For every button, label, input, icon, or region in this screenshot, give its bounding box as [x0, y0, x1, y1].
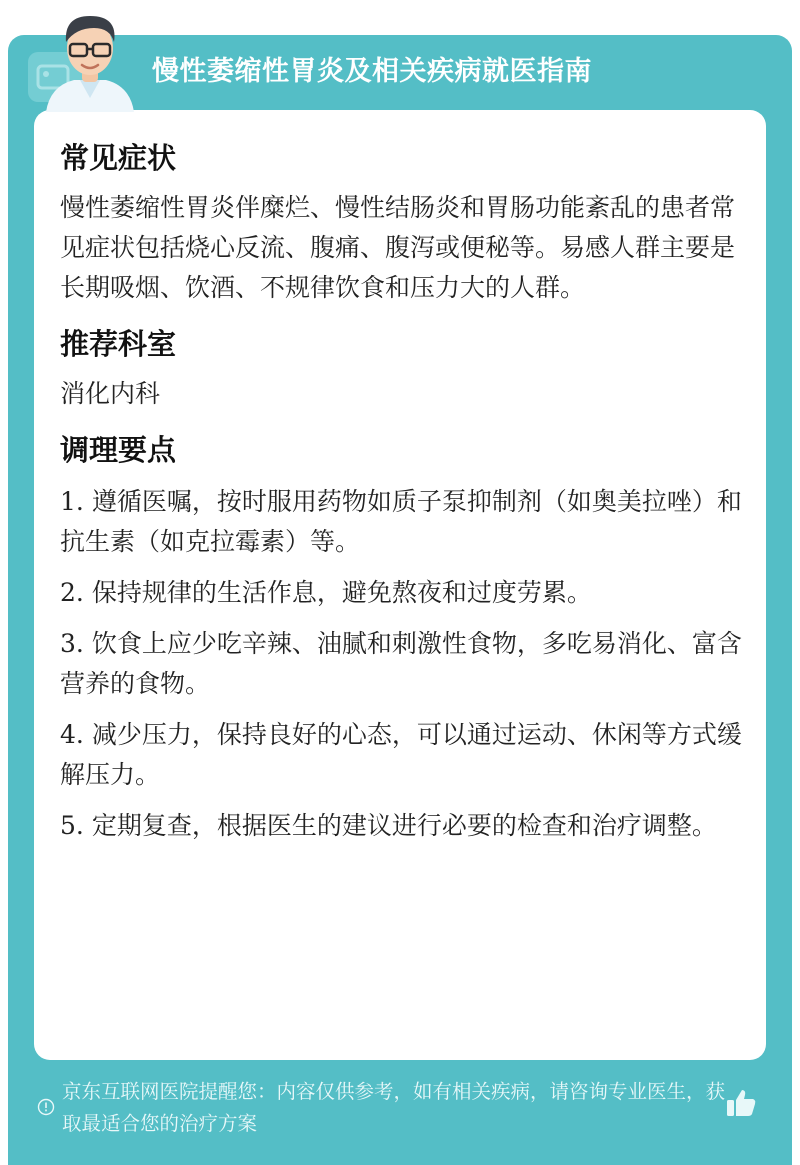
doctor-avatar-icon: [40, 8, 140, 112]
page-title: 慢性萎缩性胃炎及相关疾病就医指南: [152, 56, 592, 87]
item-number: 1.: [60, 487, 84, 516]
list-item: [60, 624, 750, 704]
list-item: [60, 573, 750, 613]
thumbs-up-icon[interactable]: [724, 1086, 758, 1120]
symptoms-text: 慢性萎缩性胃炎伴糜烂、慢性结肠炎和胃肠功能紊乱的患者常见症状包括烧心反流、腹痛、腹泻或便秘等。易感人群主要是长期吸烟、饮酒、不规律饮食和压力大的人群。: [60, 193, 736, 302]
item-text: 减少压力，保持良好的心态，可以通过运动、休闲等方式缓解压力。: [60, 720, 742, 789]
card-content: [60, 136, 750, 857]
list-item: [60, 482, 750, 562]
content-card: [34, 110, 766, 1060]
info-icon: [37, 1098, 55, 1116]
list-item: [60, 806, 750, 846]
item-number: 4.: [60, 720, 84, 749]
item-text: 遵循医嘱，按时服用药物如质子泵抑制剂（如奥美拉唑）和抗生素（如克拉霉素）等。: [60, 487, 742, 556]
item-text: 定期复查，根据医生的建议进行必要的检查和治疗调整。: [91, 811, 717, 840]
item-text: 保持规律的生活作息，避免熬夜和过度劳累。: [91, 578, 592, 607]
item-text: 饮食上应少吃辛辣、油腻和刺激性食物，多吃易消化、富含营养的食物。: [60, 629, 742, 698]
item-number: 5.: [60, 811, 84, 840]
section-title-department: 推荐科室: [60, 327, 177, 361]
list-item: [60, 715, 750, 795]
section-title-symptoms: 常见症状: [60, 141, 177, 175]
department-text: 消化内科: [60, 379, 161, 408]
disclaimer-text: 京东互联网医院提醒您：内容仅供参考，如有相关疾病，请咨询专业医生，获取最适合您的治疗方案: [62, 1080, 726, 1135]
item-number: 2.: [60, 578, 84, 607]
item-number: 3.: [60, 629, 84, 658]
section-title-care: 调理要点: [60, 433, 177, 467]
